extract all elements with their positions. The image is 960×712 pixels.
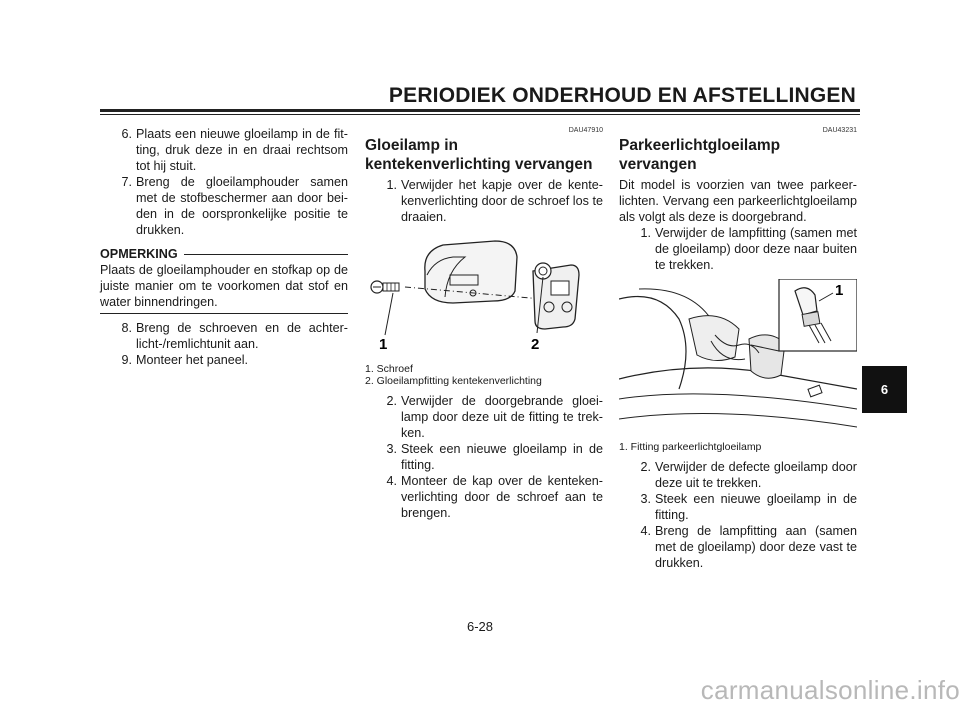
step-text: Steek een nieuwe gloeilamp in de fitting. bbox=[401, 442, 603, 472]
step-item bbox=[365, 441, 603, 473]
step-text: Steek een nieuwe gloeilamp in de fitting. bbox=[655, 492, 857, 522]
step-number: 1. bbox=[386, 178, 397, 192]
step-text: Breng de lampfitting aan (samen met de gloeilamp) door deze vast te drukken. bbox=[655, 524, 857, 570]
section-code: DAU43231 bbox=[822, 127, 857, 134]
step-item bbox=[365, 473, 603, 521]
column-left bbox=[100, 126, 348, 368]
parking-light-illustration bbox=[619, 279, 857, 437]
step-item bbox=[100, 174, 348, 238]
step-number: 2. bbox=[640, 460, 651, 474]
section-title: Parkeerlichtgloeilamp vervangen bbox=[619, 137, 781, 173]
step-number: 6. bbox=[121, 127, 132, 141]
note-title: OPMERKING bbox=[100, 247, 178, 261]
step-number: 2. bbox=[386, 394, 397, 408]
step-number: 4. bbox=[640, 524, 651, 538]
step-number: 4. bbox=[386, 474, 397, 488]
step-item bbox=[100, 126, 348, 174]
step-item bbox=[619, 491, 857, 523]
step-text: Breng de schroeven en de achterlicht-/remlichtunit aan. bbox=[136, 321, 348, 351]
header-rule bbox=[100, 109, 860, 112]
step-number: 8. bbox=[121, 321, 132, 335]
chapter-tab: 6 bbox=[862, 366, 907, 413]
section-title: Gloeilamp in kentekenverlichting vervangen bbox=[365, 137, 593, 173]
step-number: 9. bbox=[121, 353, 132, 367]
caption-line: 2. Gloeilampfitting kentekenverlichting bbox=[365, 375, 542, 387]
figure-label-1: 1 bbox=[379, 336, 388, 353]
figure-label-2: 2 bbox=[531, 336, 540, 353]
note-rule bbox=[184, 254, 348, 255]
step-item bbox=[619, 523, 857, 571]
step-text: Plaats een nieuwe gloeilamp in de fitting, druk deze in en draai rechtsom tot hij stuit. bbox=[136, 127, 348, 173]
column-right bbox=[619, 126, 857, 571]
caption-line: 1. Fitting parkeerlichtgloeilamp bbox=[619, 441, 762, 453]
license-light-illustration bbox=[365, 231, 603, 359]
figure-caption bbox=[619, 441, 857, 453]
note-header bbox=[100, 246, 348, 262]
figure-label-1: 1 bbox=[835, 282, 844, 299]
watermark: carmanualsonline.info bbox=[700, 675, 960, 705]
step-text: Breng de gloeilamphouder samen met de stofbeschermer aan door beiden in de oorspronkelijke positie te drukken. bbox=[136, 175, 348, 237]
figure-caption bbox=[365, 363, 603, 387]
step-number: 7. bbox=[121, 175, 132, 189]
step-text: Monteer het paneel. bbox=[136, 353, 249, 367]
step-item bbox=[619, 225, 857, 273]
step-item bbox=[100, 320, 348, 352]
step-item bbox=[365, 393, 603, 441]
parking-light-figure bbox=[619, 279, 857, 437]
step-text: Verwijder de defecte gloeilamp door deze uit te trekken. bbox=[655, 460, 857, 490]
note-end-rule bbox=[100, 313, 348, 314]
license-light-figure bbox=[365, 231, 603, 359]
note-text: Plaats de gloeilamphouder en stofkap op de juiste manier om te voorkomen dat stof en water binnendringen. bbox=[100, 263, 348, 309]
caption-line: 1. Schroef bbox=[365, 363, 413, 375]
step-text: Verwijder de lampfitting (samen met de gloeilamp) door deze naar buiten te trekken. bbox=[655, 226, 857, 272]
header-rule-thin bbox=[100, 114, 860, 115]
step-item bbox=[365, 177, 603, 225]
section-code: DAU47910 bbox=[568, 127, 603, 134]
step-number: 1. bbox=[640, 226, 651, 240]
step-item bbox=[619, 459, 857, 491]
page-number: 6-28 bbox=[466, 619, 494, 634]
intro-paragraph: Dit model is voorzien van twee parkeerlichten. Vervang een parkeerlichtgloeilamp als volgt als deze is doorgebrand. bbox=[619, 178, 857, 224]
step-text: Verwijder het kapje over de kentekenverlichting door de schroef los te draaien. bbox=[401, 178, 603, 224]
step-text: Monteer de kap over de kentekenverlichting door de schroef aan te brengen. bbox=[401, 474, 603, 520]
step-number: 3. bbox=[640, 492, 651, 506]
page-header-title: PERIODIEK ONDERHOUD EN AFSTELLINGEN bbox=[388, 84, 856, 107]
step-text: Verwijder de doorgebrande gloeilamp door deze uit de fitting te trekken. bbox=[401, 394, 603, 440]
column-middle bbox=[365, 126, 603, 521]
step-number: 3. bbox=[386, 442, 397, 456]
step-item bbox=[100, 352, 348, 368]
